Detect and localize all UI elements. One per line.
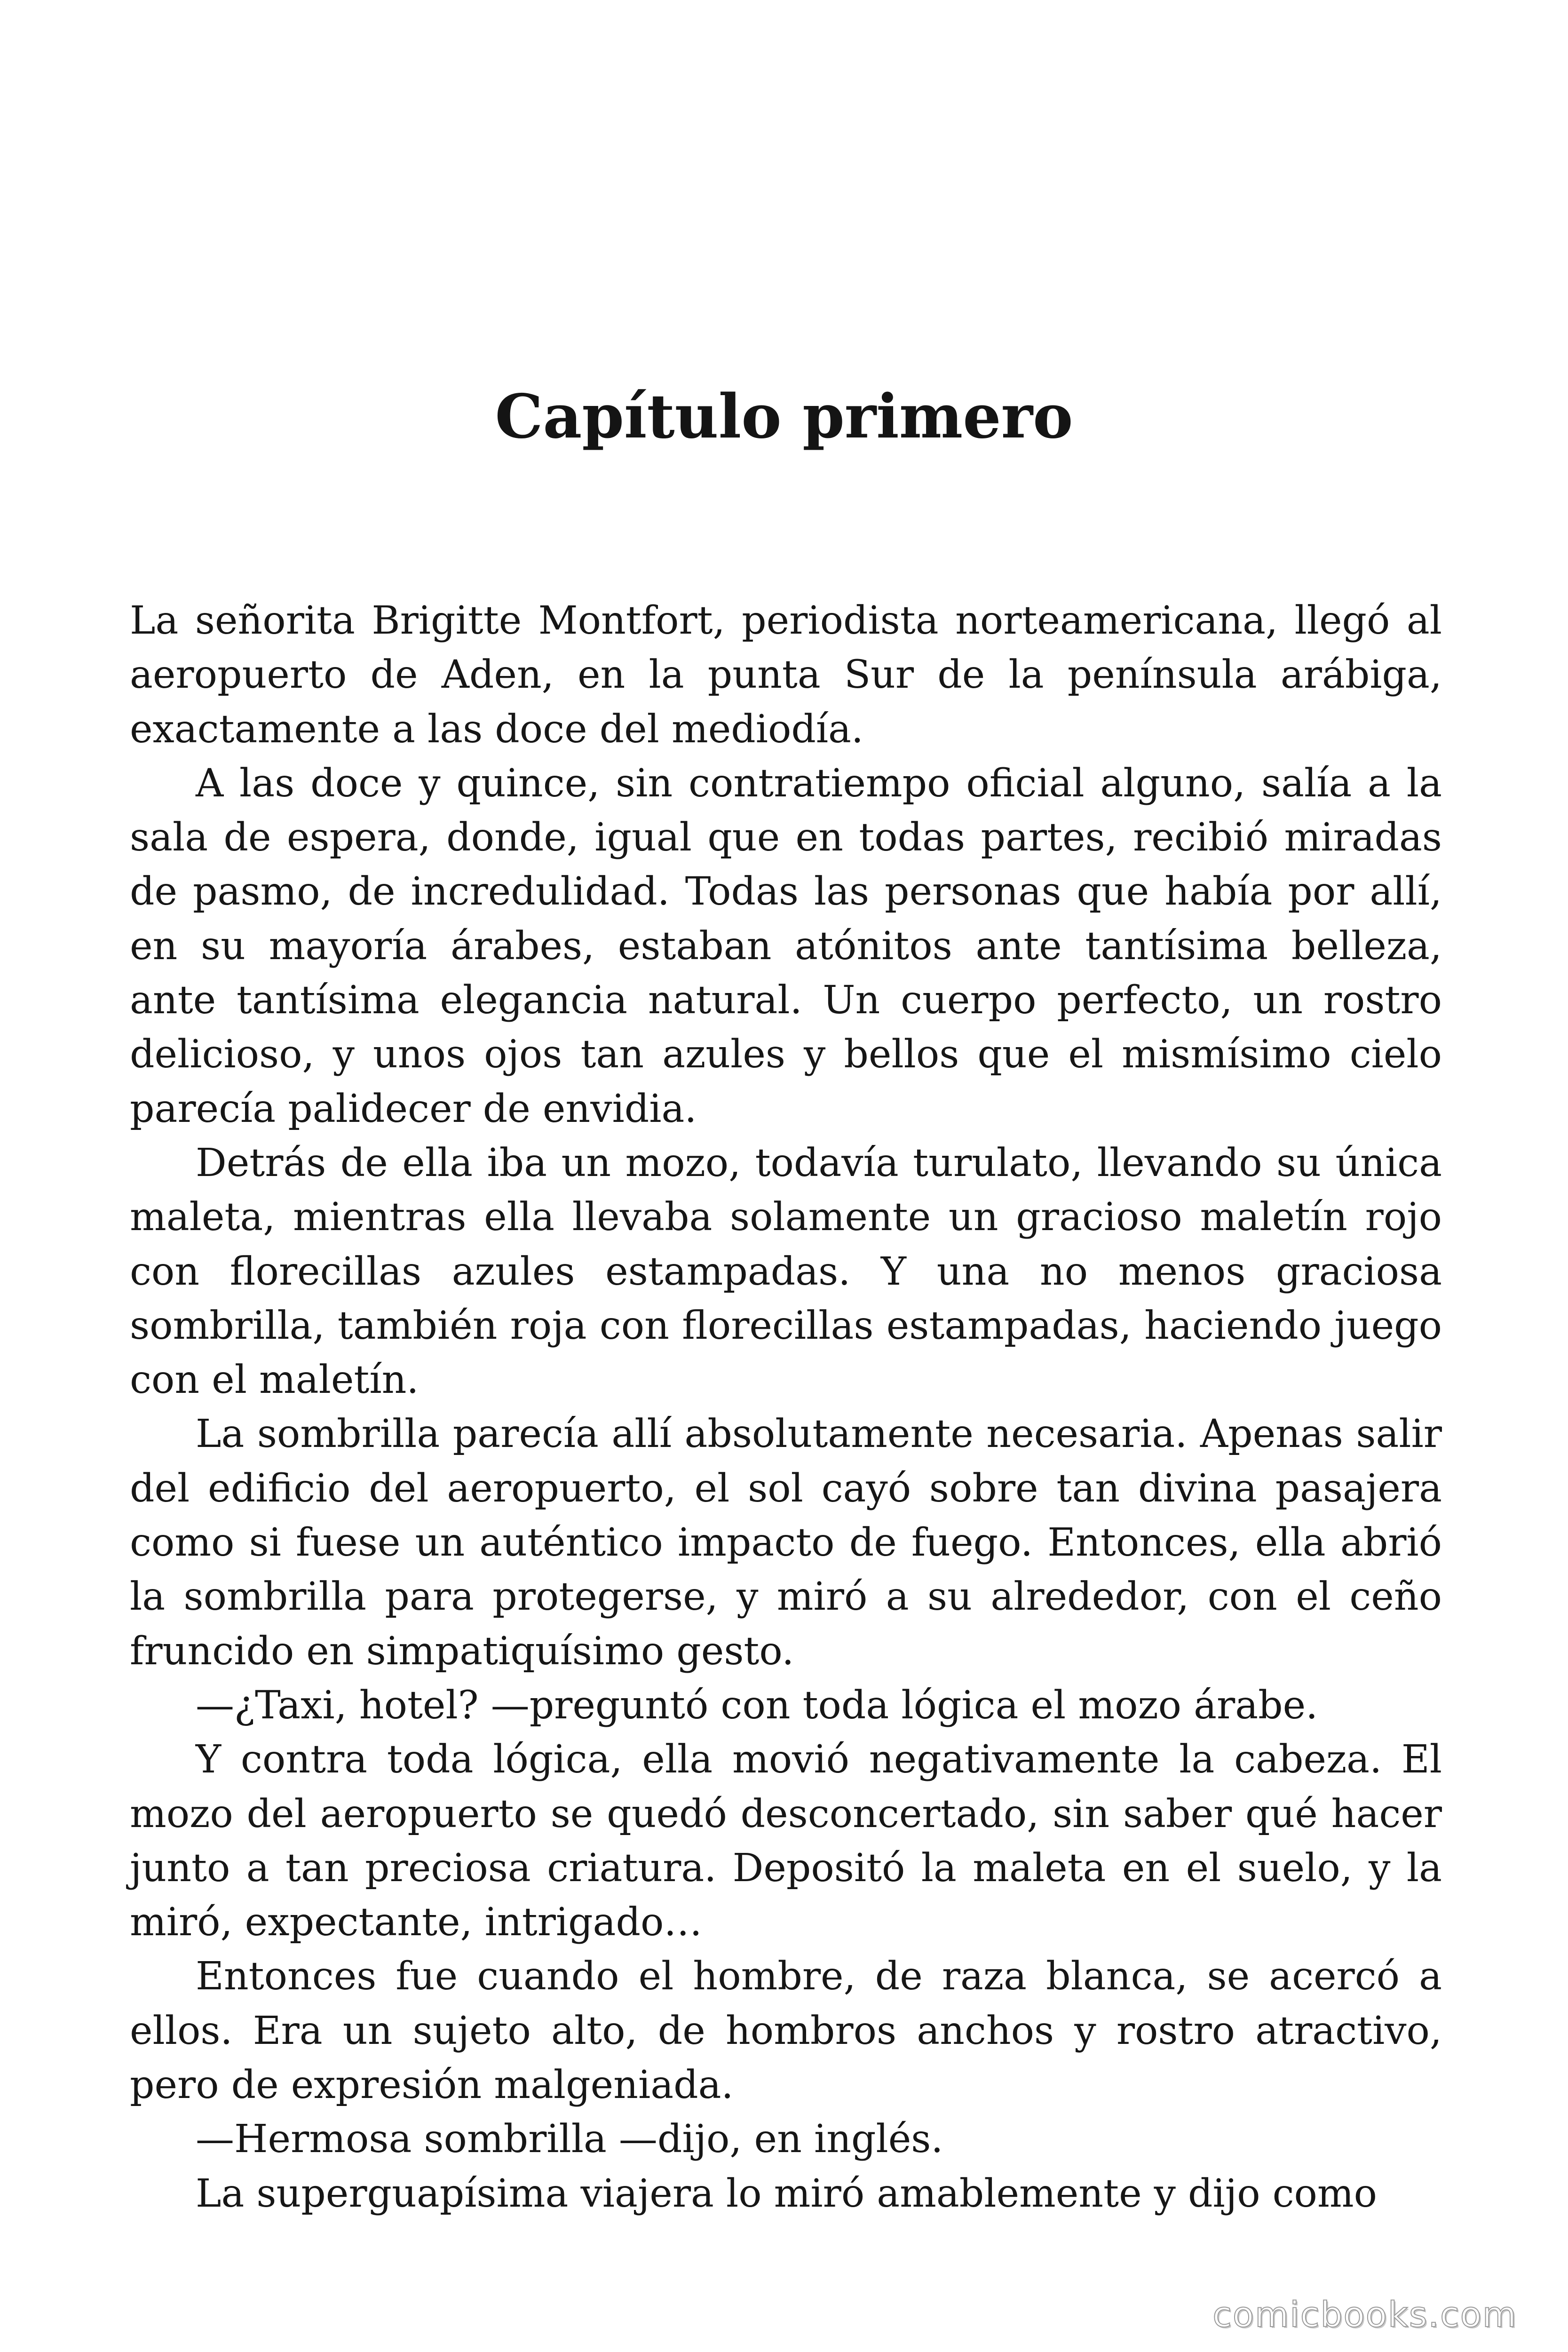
paragraph: A las doce y quince, sin contratiempo oficial alguno, salía a la sala de espera, donde, igual que en todas partes, recibió miradas de pasmo, de incredulidad. Todas las personas que había por allí, en su mayoría árabes, estaban atónitos ante tantísima belleza, ante tantísima elegancia natural. Un cuerpo perfecto, un rostro delicioso, y unos ojos tan azules y bellos que el mismísimo cielo parecía palidecer de envidia. bbox=[130, 761, 1442, 1131]
body-text bbox=[130, 594, 1442, 2221]
paragraph: Detrás de ella iba un mozo, todavía turulato, llevando su única maleta, mientras ella llevaba solamente un gracioso maletín rojo con florecillas azules estampadas. Y una no menos graciosa sombrilla, también roja con florecillas estampadas, haciendo juego con el maletín. bbox=[130, 1140, 1442, 1403]
watermark: comicbooks.com bbox=[1212, 2295, 1517, 2335]
paragraph: —Hermosa sombrilla —dijo, en inglés. bbox=[196, 2117, 943, 2162]
chapter-title: Capítulo primero bbox=[495, 381, 1073, 452]
paragraph: La superguapísima viajera lo miró amablemente y dijo como bbox=[196, 2171, 1378, 2216]
paragraph: Y contra toda lógica, ella movió negativamente la cabeza. El mozo del aeropuerto se quedó desconcertado, sin saber qué hacer junto a tan preciosa criatura. Depositó la maleta en el suelo, y la miró, expectante, intrigado… bbox=[130, 1737, 1442, 1945]
paragraph: La sombrilla parecía allí absolutamente necesaria. Apenas salir del edificio del aeropuerto, el sol cayó sobre tan divina pasajera como si fuese un auténtico impacto de fuego. Entonces, ella abrió la sombrilla para protegerse, y miró a su alrededor, con el ceño fruncido en simpatiquísimo gesto. bbox=[130, 1412, 1442, 1674]
paragraph: —¿Taxi, hotel? —preguntó con toda lógica el mozo árabe. bbox=[196, 1683, 1318, 1728]
paragraph: Entonces fue cuando el hombre, de raza blanca, se acercó a ellos. Era un sujeto alto, de hombros anchos y rostro atractivo, pero de expresión malgeniada. bbox=[130, 1954, 1442, 2108]
paragraph: La señorita Brigitte Montfort, periodista norteamericana, llegó al aeropuerto de Aden, en la punta Sur de la península arábiga, exactamente a las doce del mediodía. bbox=[130, 598, 1442, 752]
